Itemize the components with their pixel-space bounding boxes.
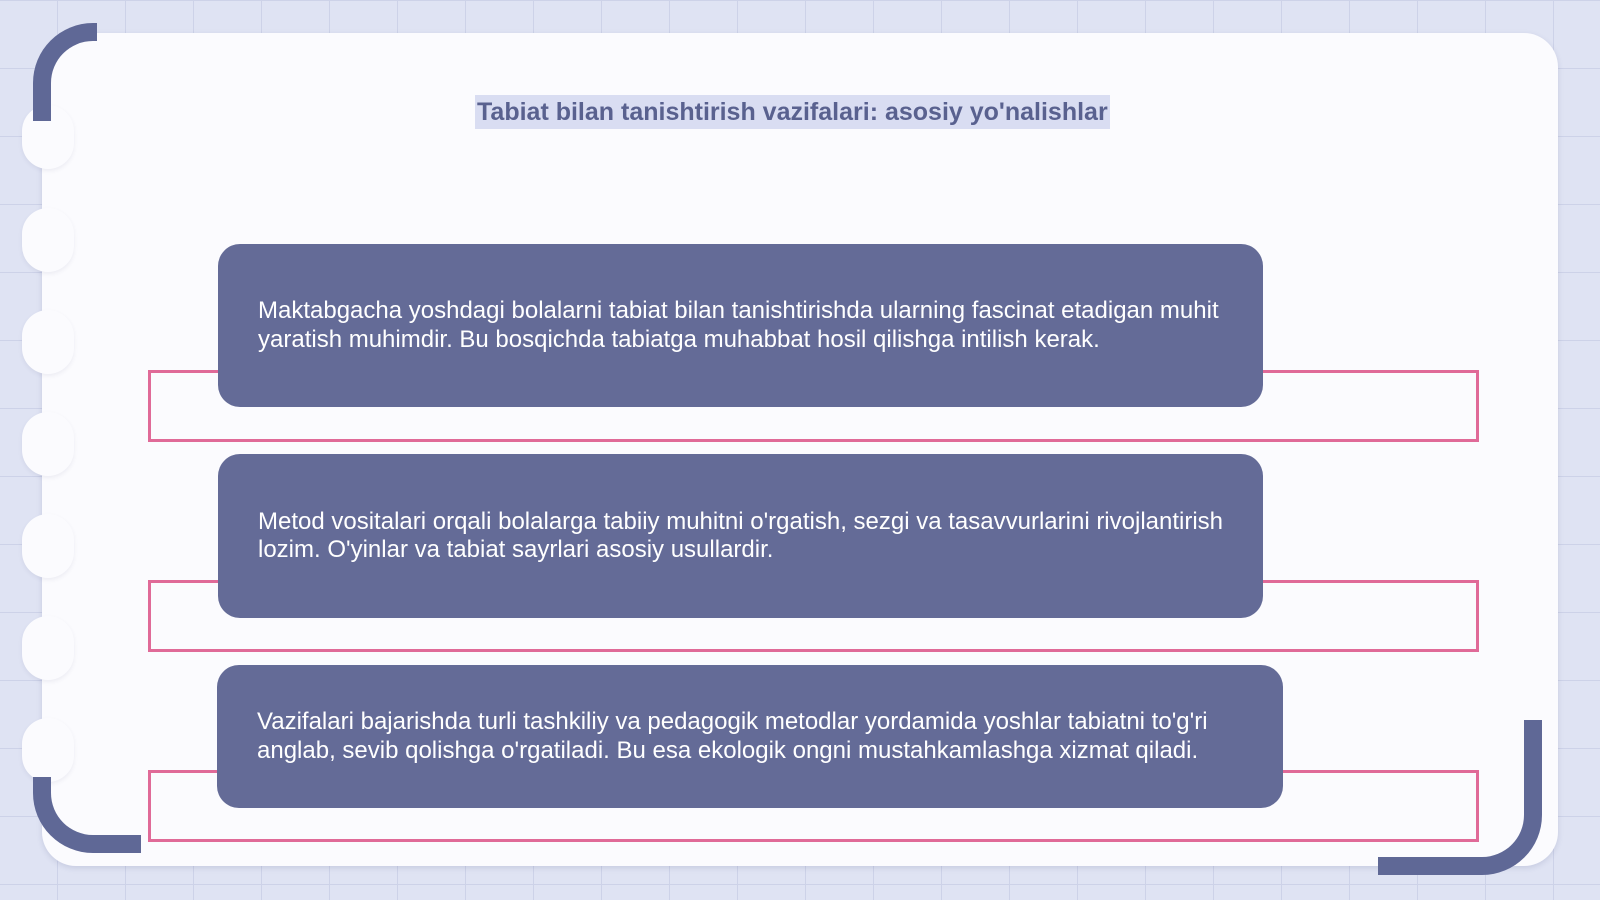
- paper-notch: [22, 616, 74, 680]
- corner-bracket-top-left: [33, 23, 97, 121]
- paper-notch: [22, 310, 74, 374]
- slide-title: Tabiat bilan tanishtirish vazifalari: asosiy yo'nalishlar: [475, 95, 1110, 129]
- content-card-text: Maktabgacha yoshdagi bolalarni tabiat bilan tanishtirishda ularning fascinat etadigan muhit yaratish muhimdir. Bu bosqichda tabiatga muhabbat hosil qilishga intilish kerak.: [258, 297, 1219, 353]
- paper-notch: [22, 514, 74, 578]
- content-card-text: Metod vositalari orqali bolalarga tabiiy muhitni o'rgatish, sezgi va tasavvurlarini rivojlantirish lozim. O'yinlar va tabiat sayrlari asosiy usullardir.: [258, 507, 1224, 563]
- content-card-2: [218, 454, 1263, 618]
- content-card-1: [218, 244, 1263, 407]
- paper-notch: [22, 208, 74, 272]
- content-card-text: Vazifalari bajarishda turli tashkiliy va pedagogik metodlar yordamida yoshlar tabiatni to'g'ri anglab, sevib qolishga o'rgatiladi. Bu esa ekologik ongni mustahkamlashga xizmat qiladi.: [257, 708, 1208, 764]
- content-card-3: [217, 665, 1283, 808]
- paper-notch: [22, 412, 74, 476]
- paper-notch: [22, 718, 74, 782]
